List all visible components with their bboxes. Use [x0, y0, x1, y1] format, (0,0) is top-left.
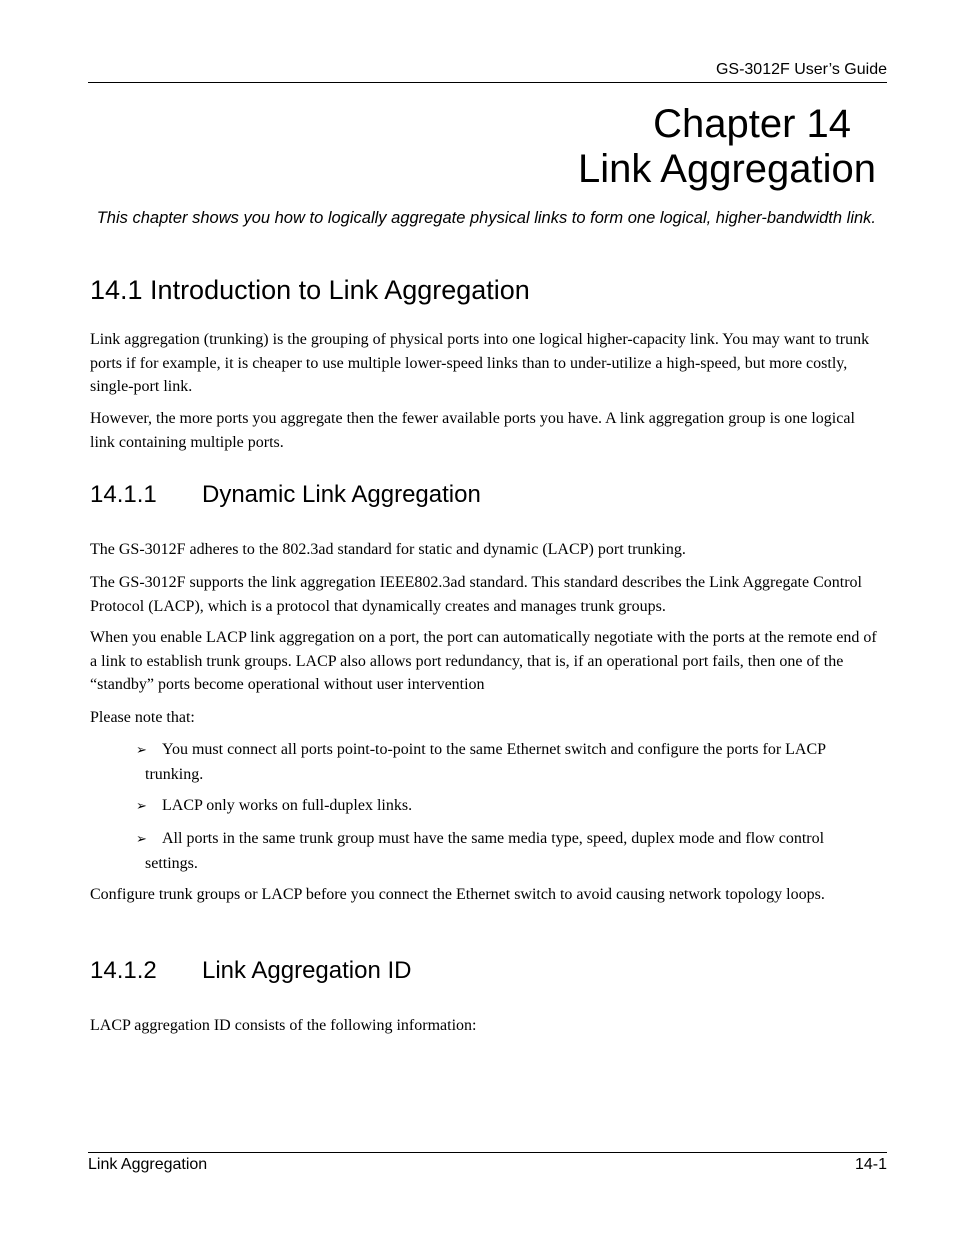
running-header — [88, 60, 887, 83]
guide-title: GS-3012F User’s Guide — [715, 61, 887, 78]
section-title: Dynamic Link Aggregation — [202, 481, 481, 508]
list-item: ➢ LACP only works on full-duplex links. — [136, 794, 880, 819]
section-heading-14-1-1 — [90, 480, 481, 510]
paragraph: Link aggregation (trunking) is the grouping of physical ports into one logical higher-capacity link. You may want to trunk ports if for example, it is cheaper to use multiple lower-speed links than to under-utilize a high-speed, but more costly, single-port link. — [90, 331, 870, 395]
paragraph: Configure trunk groups or LACP before you connect the Ethernet switch to avoid causing network topology loops. — [90, 886, 825, 903]
paragraph: However, the more ports you aggregate then the fewer available ports you have. A link aggregation group is one logical link containing multiple ports. — [90, 410, 855, 451]
list-item: ➢ All ports in the same trunk group must have the same media type, speed, duplex mode and flow control settings. — [136, 830, 825, 872]
chapter-number: Chapter 14 — [653, 102, 851, 146]
paragraph: The GS-3012F supports the link aggregation IEEE802.3ad standard. This standard describes the Link Aggregate Control Protocol (LACP), which is a protocol that dynamically creates and manages trunk groups. — [90, 574, 862, 615]
paragraph: When you enable LACP link aggregation on a port, the port can automatically negotiate with the ports at the remote end of a link to establish trunk groups. LACP also allows port redundancy, that is, if an operational port fails, then one of the “standby” ports become operational without user intervention — [90, 629, 877, 693]
running-footer — [88, 1152, 887, 1175]
footer-section-name: Link Aggregation — [88, 1156, 208, 1173]
paragraph: LACP aggregation ID consists of the following information: — [90, 1017, 477, 1034]
list-item: ➢ You must connect all ports point-to-point to the same Ethernet switch and configure the ports for LACP trunking. — [136, 741, 827, 783]
section-number: 14.1.1 — [90, 481, 157, 508]
section-heading-14-1-2 — [90, 956, 411, 986]
chapter-title: Link Aggregation — [577, 147, 876, 191]
section-heading-14-1: 14.1 Introduction to Link Aggregation — [90, 275, 530, 305]
paragraph: The GS-3012F adheres to the 802.3ad standard for static and dynamic (LACP) port trunking. — [90, 541, 686, 558]
arrowhead-bullet-icon: ➢ — [136, 743, 147, 758]
arrowhead-bullet-icon: ➢ — [136, 799, 147, 814]
section-title: Link Aggregation ID — [202, 957, 412, 984]
section-number: 14.1.2 — [90, 957, 157, 984]
paragraph: Please note that: — [90, 709, 195, 726]
chapter-intro: This chapter shows you how to logically aggregate physical links to form one logical, higher-bandwidth link. — [96, 209, 876, 227]
page-number: 14-1 — [854, 1156, 887, 1173]
arrowhead-bullet-icon: ➢ — [136, 832, 147, 847]
